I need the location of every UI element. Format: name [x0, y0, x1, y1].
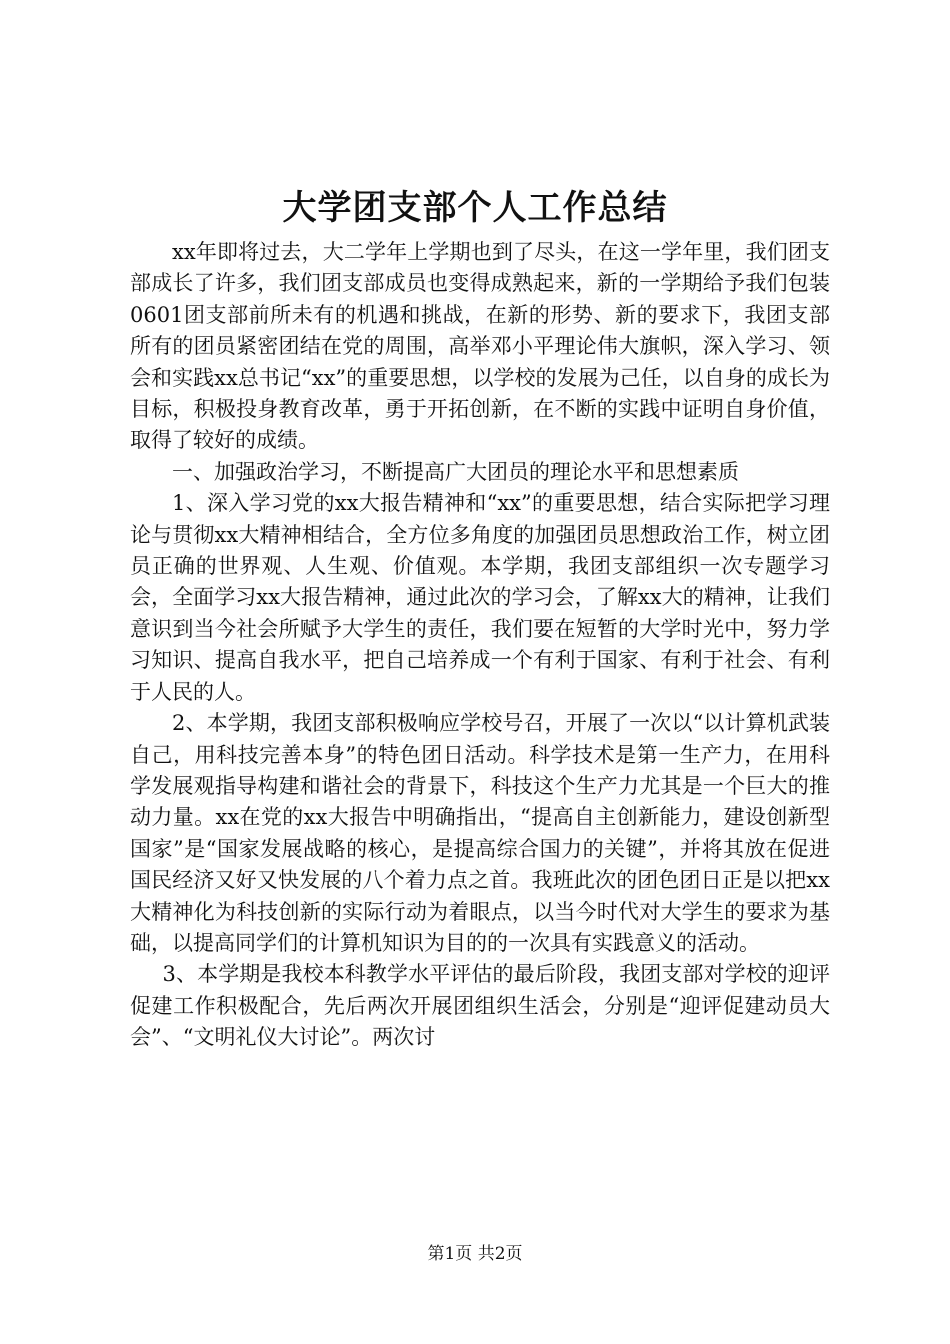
paragraph-intro: xx年即将过去，大二学年上学期也到了尽头，在这一学年里，我们团支部成长了许多，我们团支部成员也变得成熟起来，新的一学期给予我们包装0601团支部前所未有的机遇和挑战，在新的形势、新的要求下，我团支部所有的团员紧密团结在党的周围，高举邓小平理论伟大旗帜，深入学习、领会和实践xx总书记“xx”的重要思想，以学校的发展为己任，以自身的成长为目标，积极投身教育改革，勇于开拓创新，在不断的实践中证明自身价值，取得了较好的成绩。	[130, 240, 830, 453]
section-heading-1: 一、加强政治学习，不断提高广大团员的理论水平和思想素质	[172, 459, 739, 484]
paragraph-item-3: 3、本学期是我校本科教学水平评估的最后阶段，我团支部对学校的迎评促建工作积极配合，先后两次开展团组织生活会，分别是“迎评促建动员大会”、“文明礼仪大讨论”。两次讨	[130, 962, 830, 1050]
paragraph-item-1: 1、深入学习党的xx大报告精神和“xx”的重要思想，结合实际把学习理论与贯彻xx大精神相结合，全方位多角度的加强团员思想政治工作，树立团员正确的世界观、人生观、价值观。本学期，我团支部组织一次专题学习会，全面学习xx大报告精神，通过此次的学习会，了解xx大的精神，让我们意识到当今社会所赋予大学生的责任，我们要在短暂的大学时光中，努力学习知识、提高自我水平，把自己培养成一个有利于国家、有利于社会、有利于人民的人。	[130, 491, 830, 704]
page-footer: 第1页 共2页	[427, 1244, 523, 1264]
paragraph-item-2: 2、本学期，我团支部积极响应学校号召，开展了一次以“以计算机武装自己，用科技完善本身”的特色团日活动。科学技术是第一生产力，在用科学发展观指导构建和谐社会的背景下，科技这个生产力尤其是一个巨大的推动力量。xx在党的xx大报告中明确指出，“提高自主创新能力，建设创新型国家”是“国家发展战略的核心，是提高综合国力的关键”，并将其放在促进国民经济又好又快发展的八个着力点之首。我班此次的团色团日正是以把xx大精神化为科技创新的实际行动为着眼点，以当今时代对大学生的要求为基础，以提高同学们的计算机知识为目的的一次具有实践意义的活动。	[130, 711, 830, 955]
document-body	[130, 237, 830, 1054]
document-title: 大学团支部个人工作总结	[282, 188, 668, 228]
